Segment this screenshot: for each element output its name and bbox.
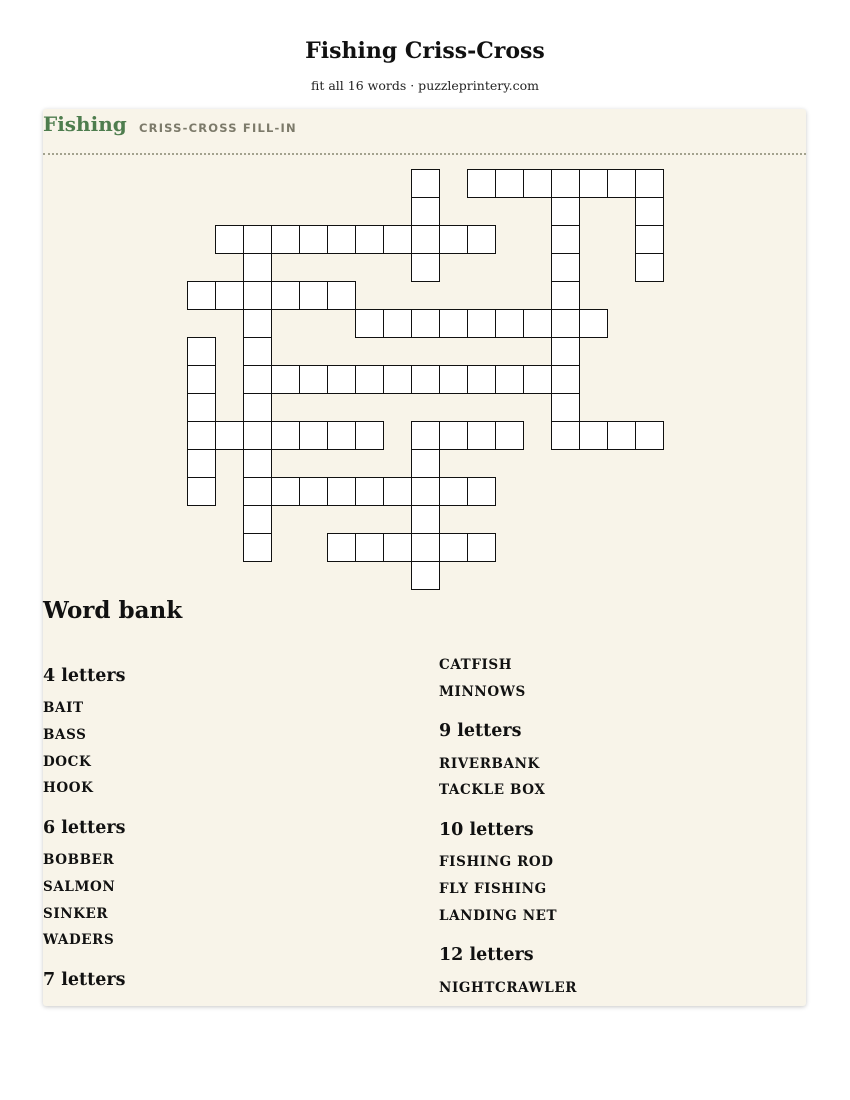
grid-cell[interactable] <box>523 365 552 394</box>
grid-cell[interactable] <box>467 477 496 506</box>
grid-cell[interactable] <box>383 533 412 562</box>
grid-cell[interactable] <box>383 365 412 394</box>
grid-cell[interactable] <box>551 365 580 394</box>
grid-cell[interactable] <box>551 309 580 338</box>
grid-cell[interactable] <box>355 421 384 450</box>
grid-cell[interactable] <box>495 169 524 198</box>
grid-cell[interactable] <box>355 225 384 254</box>
page-subtitle: fit all 16 words · puzzleprintery.com <box>311 78 539 93</box>
grid-cell[interactable] <box>187 281 216 310</box>
grid-cell[interactable] <box>439 309 468 338</box>
grid-cell[interactable] <box>439 477 468 506</box>
grid-cell[interactable] <box>635 225 664 254</box>
grid-cell[interactable] <box>467 365 496 394</box>
word-bank-entry: RIVERBANK <box>439 756 540 772</box>
grid-cell[interactable] <box>551 337 580 366</box>
grid-cell[interactable] <box>243 533 272 562</box>
word-group-heading: 6 letters <box>43 818 126 838</box>
grid-cell[interactable] <box>551 393 580 422</box>
word-bank-entry: MINNOWS <box>439 684 526 700</box>
grid-cell[interactable] <box>187 477 216 506</box>
grid-cell[interactable] <box>243 365 272 394</box>
grid-cell[interactable] <box>467 225 496 254</box>
grid-cell[interactable] <box>467 309 496 338</box>
grid-cell[interactable] <box>467 533 496 562</box>
word-group-heading: 12 letters <box>439 945 534 965</box>
grid-cell[interactable] <box>383 309 412 338</box>
grid-cell[interactable] <box>495 309 524 338</box>
word-bank-entry: NIGHTCRAWLER <box>439 980 578 996</box>
grid-cell[interactable] <box>439 533 468 562</box>
word-bank-entry: SINKER <box>43 906 109 922</box>
grid-cell[interactable] <box>355 533 384 562</box>
grid-cell[interactable] <box>327 225 356 254</box>
grid-cell[interactable] <box>187 449 216 478</box>
word-bank-entry: WADERS <box>43 932 115 948</box>
grid-cell[interactable] <box>299 421 328 450</box>
word-group-heading: 7 letters <box>43 970 126 990</box>
word-bank-entry: FLY FISHING <box>439 881 547 897</box>
grid-cell[interactable] <box>607 421 636 450</box>
grid-cell[interactable] <box>635 197 664 226</box>
puzzle-title: Fishing <box>43 112 127 136</box>
grid-cell[interactable] <box>327 365 356 394</box>
grid-cell[interactable] <box>635 253 664 282</box>
grid-cell[interactable] <box>243 225 272 254</box>
grid-cell[interactable] <box>187 365 216 394</box>
grid-cell[interactable] <box>579 169 608 198</box>
grid-cell[interactable] <box>411 225 440 254</box>
grid-cell[interactable] <box>439 421 468 450</box>
grid-cell[interactable] <box>411 421 440 450</box>
grid-cell[interactable] <box>299 281 328 310</box>
grid-cell[interactable] <box>271 281 300 310</box>
word-bank-entry: BAIT <box>43 700 84 716</box>
grid-cell[interactable] <box>215 225 244 254</box>
grid-cell[interactable] <box>271 477 300 506</box>
grid-cell[interactable] <box>411 449 440 478</box>
grid-cell[interactable] <box>327 421 356 450</box>
grid-cell[interactable] <box>271 225 300 254</box>
page-title: Fishing Criss-Cross <box>305 38 545 64</box>
grid-cell[interactable] <box>187 421 216 450</box>
grid-cell[interactable] <box>411 477 440 506</box>
grid-cell[interactable] <box>411 169 440 198</box>
grid-cell[interactable] <box>635 421 664 450</box>
grid-cell[interactable] <box>551 281 580 310</box>
grid-cell[interactable] <box>551 421 580 450</box>
word-group-heading: 4 letters <box>43 666 126 686</box>
grid-cell[interactable] <box>467 169 496 198</box>
grid-cell[interactable] <box>355 477 384 506</box>
grid-cell[interactable] <box>243 281 272 310</box>
word-bank-entry: HOOK <box>43 780 94 796</box>
word-bank-entry: BASS <box>43 727 87 743</box>
grid-cell[interactable] <box>327 477 356 506</box>
grid-cell[interactable] <box>551 197 580 226</box>
grid-cell[interactable] <box>243 449 272 478</box>
crossword-grid <box>43 109 806 589</box>
grid-cell[interactable] <box>411 505 440 534</box>
grid-cell[interactable] <box>327 533 356 562</box>
grid-cell[interactable] <box>495 421 524 450</box>
grid-cell[interactable] <box>551 169 580 198</box>
grid-cell[interactable] <box>495 365 524 394</box>
grid-cell[interactable] <box>383 477 412 506</box>
grid-cell[interactable] <box>551 225 580 254</box>
grid-cell[interactable] <box>355 365 384 394</box>
grid-cell[interactable] <box>271 421 300 450</box>
grid-cell[interactable] <box>439 225 468 254</box>
grid-cell[interactable] <box>299 365 328 394</box>
word-bank-entry: FISHING ROD <box>439 854 554 870</box>
grid-cell[interactable] <box>243 421 272 450</box>
grid-cell[interactable] <box>355 309 384 338</box>
grid-cell[interactable] <box>579 421 608 450</box>
grid-cell[interactable] <box>187 337 216 366</box>
grid-cell[interactable] <box>411 561 440 590</box>
grid-cell[interactable] <box>523 309 552 338</box>
grid-cell[interactable] <box>215 281 244 310</box>
grid-cell[interactable] <box>215 421 244 450</box>
word-bank-entry: BOBBER <box>43 852 115 868</box>
grid-cell[interactable] <box>299 477 328 506</box>
grid-cell[interactable] <box>635 169 664 198</box>
grid-cell[interactable] <box>243 505 272 534</box>
grid-cell[interactable] <box>523 169 552 198</box>
grid-cell[interactable] <box>271 365 300 394</box>
word-group-heading: 9 letters <box>439 721 522 741</box>
grid-cell[interactable] <box>579 309 608 338</box>
grid-cell[interactable] <box>411 365 440 394</box>
word-bank-entry: SALMON <box>43 879 116 895</box>
grid-cell[interactable] <box>411 253 440 282</box>
grid-cell[interactable] <box>299 225 328 254</box>
word-group-heading: 10 letters <box>439 820 534 840</box>
grid-cell[interactable] <box>243 253 272 282</box>
grid-cell[interactable] <box>187 393 216 422</box>
grid-cell[interactable] <box>383 225 412 254</box>
word-bank-entry: DOCK <box>43 754 92 770</box>
grid-cell[interactable] <box>243 477 272 506</box>
word-bank-entry: TACKLE BOX <box>439 782 546 798</box>
grid-cell[interactable] <box>243 337 272 366</box>
grid-cell[interactable] <box>551 253 580 282</box>
word-bank-entry: LANDING NET <box>439 908 558 924</box>
grid-cell[interactable] <box>411 197 440 226</box>
grid-cell[interactable] <box>327 281 356 310</box>
puzzle-panel <box>43 109 806 1006</box>
grid-cell[interactable] <box>439 365 468 394</box>
grid-cell[interactable] <box>411 533 440 562</box>
puzzle-type-label: CRISS-CROSS FILL-IN <box>139 121 297 135</box>
grid-cell[interactable] <box>411 309 440 338</box>
grid-cell[interactable] <box>467 421 496 450</box>
grid-cell[interactable] <box>243 309 272 338</box>
word-bank-title: Word bank <box>43 597 183 624</box>
grid-cell[interactable] <box>607 169 636 198</box>
grid-cell[interactable] <box>243 393 272 422</box>
word-bank-entry: CATFISH <box>439 657 513 673</box>
